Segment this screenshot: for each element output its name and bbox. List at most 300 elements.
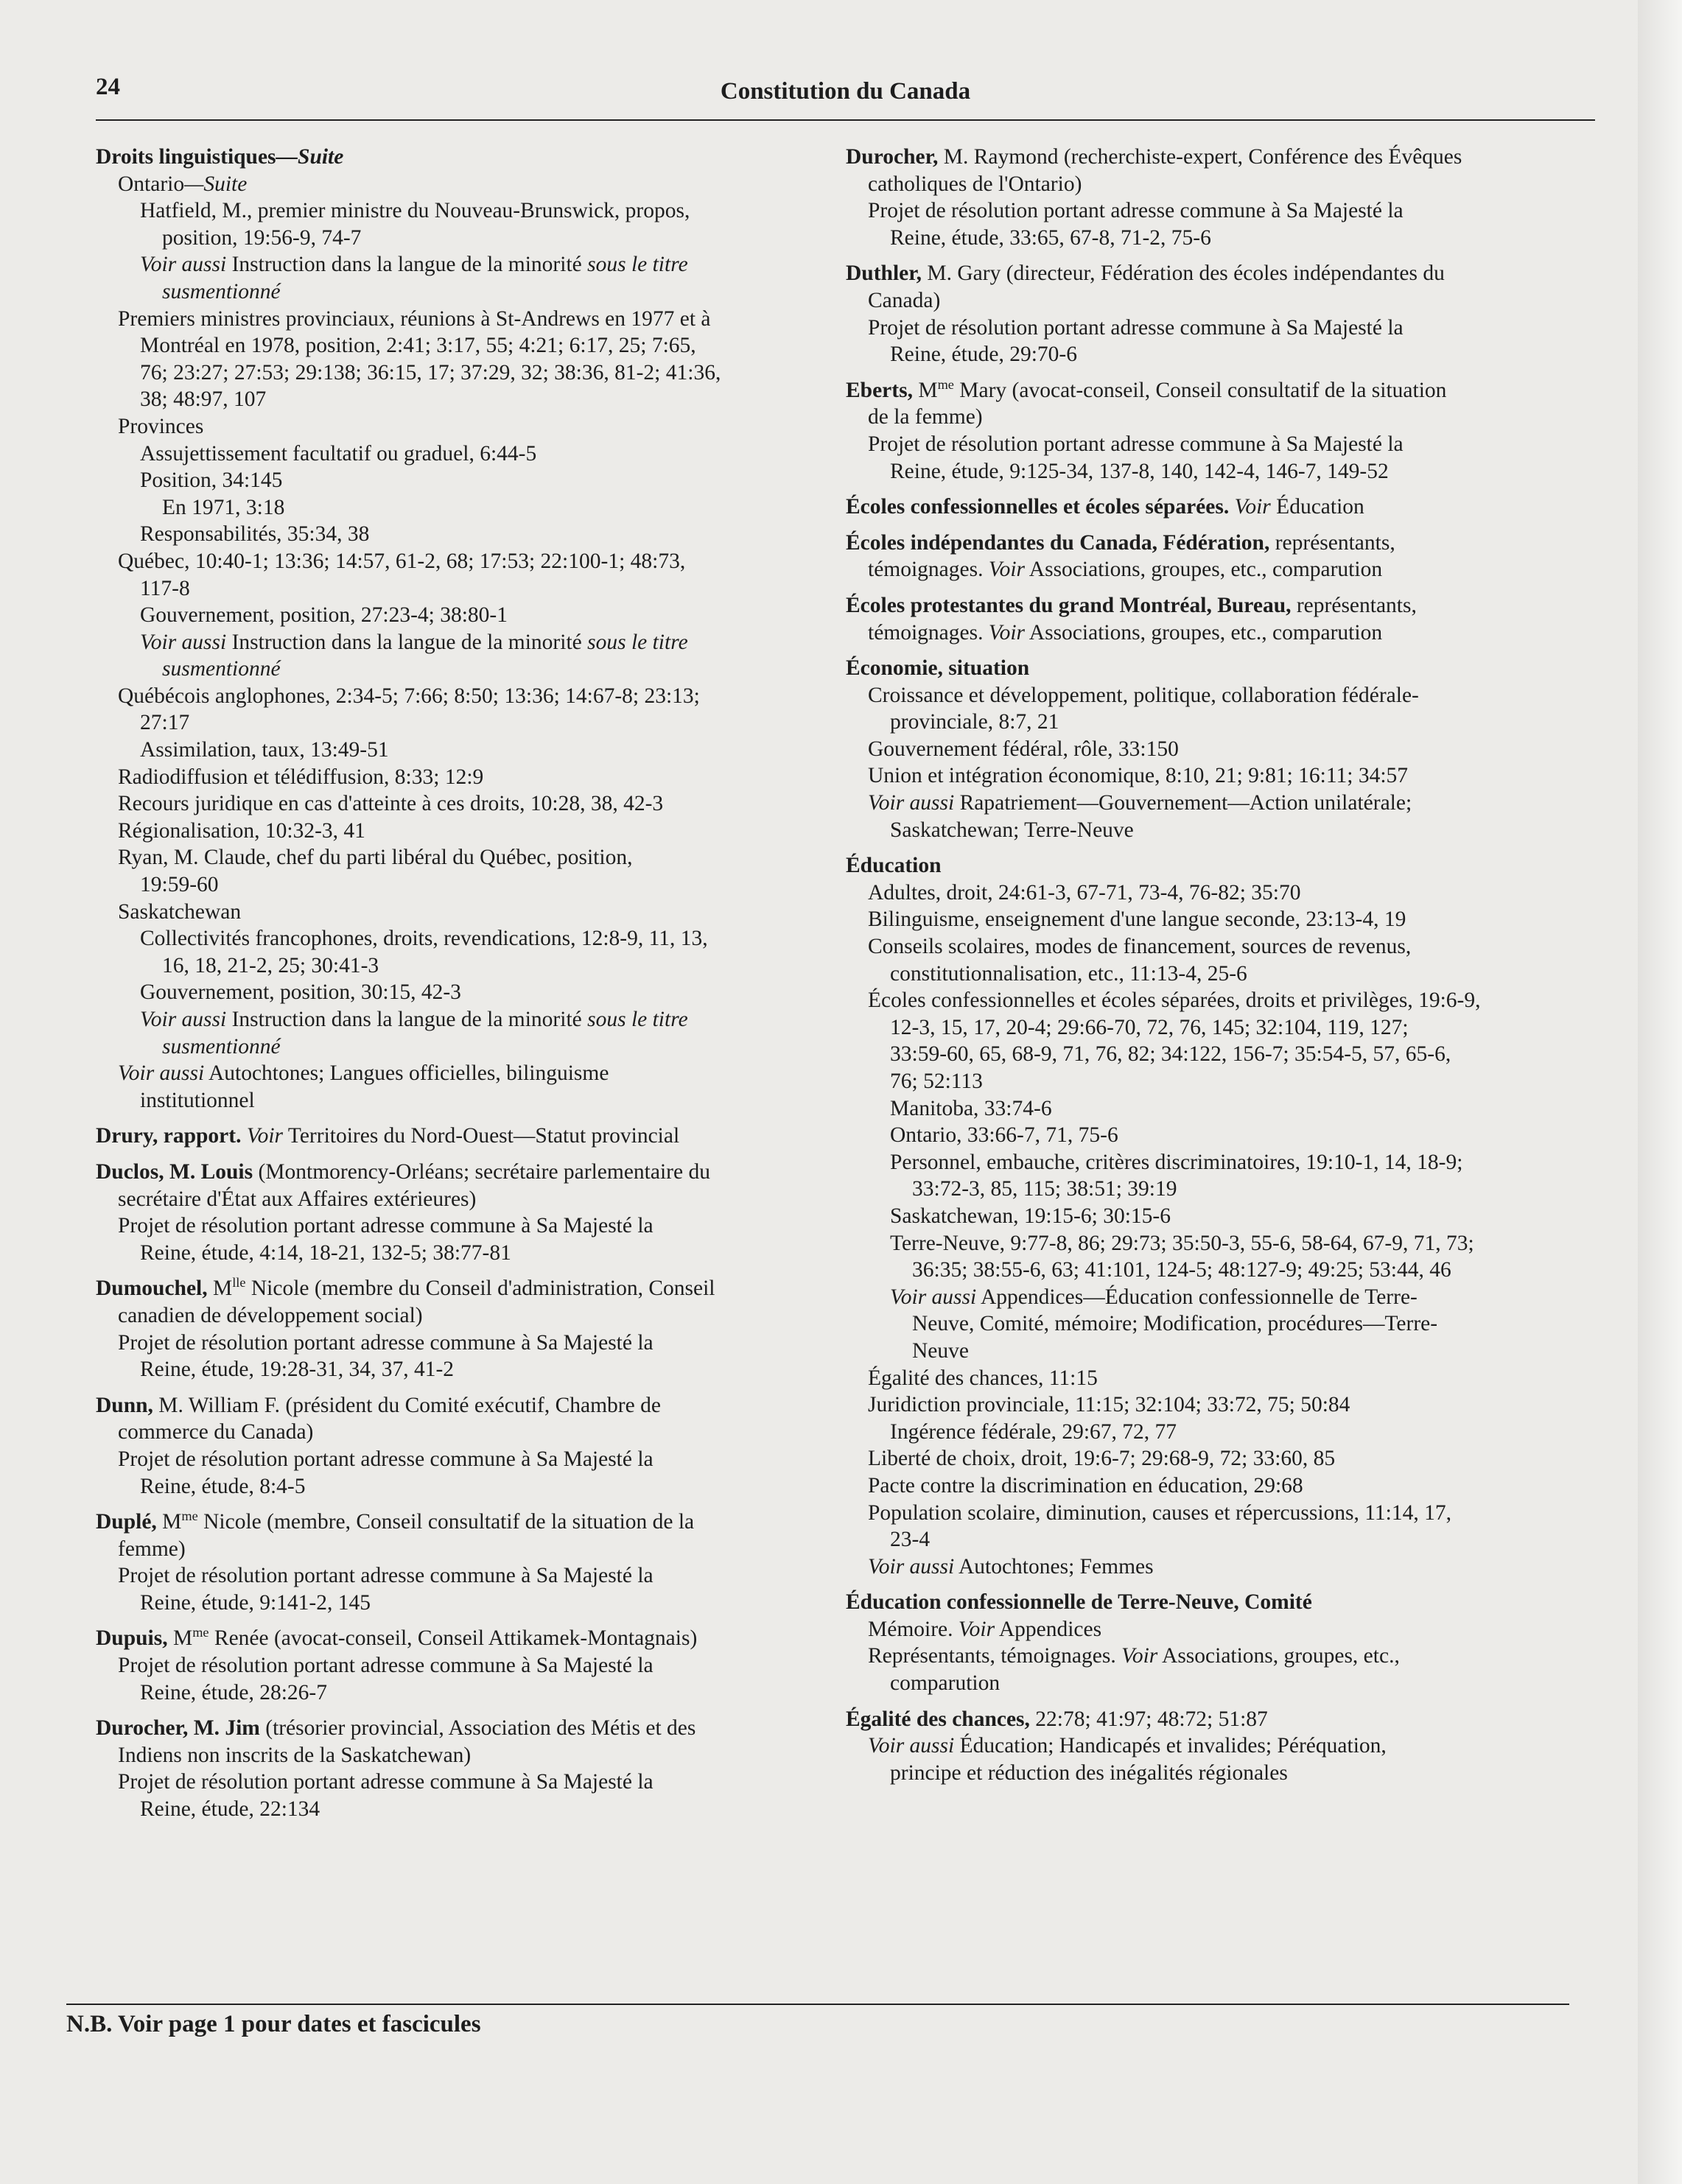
entry-text: [1229, 495, 1234, 519]
entry-text: Saskatchewan; Terre-Neuve: [890, 818, 1134, 842]
entry-text: Éducation; Handicapés et invalides; Péréquation,: [954, 1734, 1387, 1758]
entry-subline: [96, 709, 799, 737]
entry-text: principe et réduction des inégalités régionales: [890, 1760, 1288, 1785]
entry-subline: [96, 979, 799, 1006]
entry-text: Associations, groupes, etc., comparution: [1025, 620, 1383, 645]
page-edge-shadow: [1638, 0, 1682, 2184]
entry-text: M. William F. (président du Comité exécutif, Chambre de: [153, 1393, 661, 1417]
entry-heading-line: [846, 494, 1594, 521]
entry-text: Personnel, embauche, critères discriminatoires, 19:10-1, 14, 18-9;: [890, 1150, 1463, 1174]
entry-subline: [96, 359, 799, 387]
entry-text: 33:72-3, 85, 115; 38:51; 39:19: [912, 1177, 1177, 1201]
entry-subline: [846, 1041, 1594, 1068]
entry-subline: [846, 736, 1594, 763]
entry-text: Régionalisation, 10:32-3, 41: [118, 818, 365, 843]
footer-rule: [66, 2004, 1569, 2005]
cross-reference-label: susmentionné: [162, 1034, 281, 1058]
index-entry: [846, 530, 1594, 583]
entry-subline: [846, 1257, 1594, 1284]
entry-text: Instruction dans la langue de la minorité: [226, 1008, 588, 1031]
entry-subline: [846, 1068, 1594, 1095]
entry-subline: [96, 306, 799, 333]
entry-heading-line: [96, 1275, 799, 1302]
entry-subline: [96, 1060, 799, 1087]
cross-reference-label: Voir aussi: [890, 1285, 977, 1309]
left-column: [96, 144, 799, 1832]
entry-text: 76; 23:27; 27:53; 29:138; 36:15, 17; 37:29, 32; 38:36, 81-2; 41:36,: [140, 360, 721, 385]
entry-subline: [96, 575, 799, 603]
entry-text: 38; 48:97, 107: [140, 387, 267, 412]
entry-subline: [846, 1230, 1594, 1257]
entry-text: 27:17: [140, 711, 190, 735]
entry-text: secrétaire d'État aux Affaires extérieures): [118, 1187, 477, 1211]
entry-subline: [96, 1652, 799, 1679]
entry-term: Duthler,: [846, 261, 922, 286]
entry-subline: [96, 494, 799, 522]
entry-heading-line: [846, 1706, 1594, 1733]
entry-text: Responsabilités, 35:34, 38: [140, 522, 370, 547]
right-column: [846, 144, 1594, 1795]
entry-subline: [846, 790, 1594, 817]
entry-heading-line: [846, 592, 1594, 619]
entry-subline: [96, 629, 799, 656]
entry-text: Canada): [868, 288, 941, 312]
running-title: Constitution du Canada: [720, 78, 971, 105]
entry-text: commerce du Canada): [118, 1420, 314, 1444]
entry-text: —Suite: [276, 145, 344, 169]
entry-text: de la femme): [868, 405, 983, 429]
entry-text: me: [181, 1509, 198, 1524]
entry-text: canadien de développement social): [118, 1303, 423, 1327]
entry-text: comparution: [890, 1671, 1001, 1696]
entry-term: Dupuis,: [96, 1626, 168, 1651]
entry-text: Projet de résolution portant adresse commune à Sa Majesté la: [118, 1447, 653, 1471]
entry-subline: [846, 287, 1594, 315]
entry-text: femme): [118, 1537, 186, 1561]
entry-subline: [96, 1536, 799, 1563]
cross-reference-label: sous le titre: [587, 253, 688, 277]
entry-subline: [846, 341, 1594, 368]
entry-heading-line: [846, 1589, 1594, 1616]
index-entry: [96, 1159, 799, 1266]
entry-text: Liberté de choix, droit, 19:6-7; 29:68-9, 72; 33:60, 85: [868, 1447, 1336, 1471]
entry-text: (Montmorency-Orléans; secrétaire parlementaire du: [253, 1159, 710, 1184]
entry-text: M: [167, 1626, 193, 1651]
entry-text: me: [937, 376, 954, 392]
entry-subline: [846, 556, 1594, 583]
entry-text: Assujettissement facultatif ou graduel, 6:44-5: [140, 441, 537, 466]
entry-text: Neuve, Comité, mémoire; Modification, procédures—Terre-: [912, 1312, 1438, 1336]
entry-text: Ingérence fédérale, 29:67, 72, 77: [890, 1419, 1177, 1444]
entry-subline: [846, 1338, 1594, 1365]
entry-subline: [96, 467, 799, 494]
entry-subline: [96, 952, 799, 980]
entry-text: Reine, étude, 9:141-2, 145: [140, 1590, 371, 1615]
entry-subline: [96, 818, 799, 845]
entry-text: Projet de résolution portant adresse commune à Sa Majesté la: [118, 1654, 653, 1678]
entry-subline: [96, 1033, 799, 1061]
entry-text: Représentants, témoignages.: [868, 1644, 1122, 1668]
entry-text: Indiens non inscrits de la Saskatchewan): [118, 1743, 472, 1767]
footer-note: N.B. Voir page 1 pour dates et fascicules: [66, 2011, 481, 2037]
entry-heading-line: [96, 1123, 799, 1150]
entry-heading-line: [96, 144, 799, 171]
entry-subline: [846, 1760, 1594, 1787]
entry-subline: [846, 1310, 1594, 1338]
cross-reference-label: Voir aussi: [118, 1061, 205, 1086]
cross-reference-label: Voir aussi: [868, 1734, 955, 1758]
entry-text: lle: [232, 1275, 246, 1291]
index-entry: [846, 377, 1594, 485]
index-entry: [96, 1123, 799, 1150]
entry-subline: [96, 1006, 799, 1033]
entry-subline: [846, 961, 1594, 988]
cross-reference-label: Voir aussi: [140, 1008, 227, 1031]
entry-text: Conseils scolaires, modes de financement, sources de revenus,: [868, 935, 1412, 959]
entry-text: Reine, étude, 9:125-34, 137-8, 140, 142-4, 146-7, 149-52: [890, 459, 1389, 483]
entry-text: Territoires du Nord-Ouest—Statut provincial: [283, 1124, 680, 1148]
entry-subline: [846, 1203, 1594, 1230]
entry-text: 117-8: [140, 576, 190, 600]
entry-text: Provinces: [118, 414, 204, 438]
entry-subline: [96, 1562, 799, 1590]
entry-heading-line: [846, 852, 1594, 879]
entry-text: M. Raymond (recherchiste-expert, Conférence des Évêques: [938, 145, 1462, 169]
entry-text: Instruction dans la langue de la minorité: [226, 253, 588, 277]
entry-term: Dunn,: [96, 1393, 153, 1417]
entry-subline: [96, 1769, 799, 1796]
index-entry: [846, 655, 1594, 843]
entry-text: 16, 18, 21-2, 25; 30:41-3: [162, 953, 379, 977]
entry-text: Collectivités francophones, droits, revendications, 12:8-9, 11, 13,: [140, 927, 708, 951]
entry-subline: [96, 871, 799, 899]
entry-subline: [96, 656, 799, 683]
entry-heading-line: [846, 530, 1594, 557]
entry-text: Gouvernement, position, 27:23-4; 38:80-1: [140, 603, 508, 628]
entry-subline: [96, 1446, 799, 1473]
entry-text: témoignages.: [868, 558, 989, 582]
entry-subline: [846, 1122, 1594, 1149]
page-number: 24: [96, 74, 120, 100]
index-entry: [96, 144, 799, 1114]
entry-heading-line: [96, 1159, 799, 1186]
entry-subline: [846, 225, 1594, 252]
entry-subline: [846, 1176, 1594, 1203]
entry-text: Gouvernement fédéral, rôle, 33:150: [868, 737, 1179, 761]
entry-text: provinciale, 8:7, 21: [890, 710, 1059, 734]
entry-subline: [96, 899, 799, 926]
entry-text: Bilinguisme, enseignement d'une langue seconde, 23:13-4, 19: [868, 907, 1406, 932]
entry-text: Appendices: [995, 1617, 1102, 1641]
cross-reference-label: Voir: [988, 620, 1026, 645]
entry-subline: [846, 171, 1594, 198]
cross-reference-label: susmentionné: [162, 279, 281, 303]
index-entry: [96, 1625, 799, 1706]
entry-text: Reine, étude, 4:14, 18-21, 132-5; 38:77-81: [140, 1240, 511, 1265]
index-entry: [96, 1392, 799, 1500]
entry-text: Croissance et développement, politique, collaboration fédérale-: [868, 683, 1419, 707]
entry-text: Projet de résolution portant adresse commune à Sa Majesté la: [868, 432, 1404, 456]
entry-text: Renée (avocat-conseil, Conseil Attikamek-Montagnais): [209, 1626, 698, 1651]
entry-term: Droits linguistiques: [96, 145, 276, 169]
entry-text: Saskatchewan: [118, 899, 242, 924]
entry-subline: [846, 1616, 1594, 1643]
entry-subline: [96, 790, 799, 818]
entry-text: Reine, étude, 19:28-31, 34, 37, 41-2: [140, 1358, 455, 1382]
entry-subline: [846, 906, 1594, 933]
entry-subline: [96, 1240, 799, 1267]
entry-text: Radiodiffusion et télédiffusion, 8:33; 12:9: [118, 765, 484, 789]
entry-text: Ontario: [118, 172, 185, 196]
entry-text: Ontario, 33:66-7, 71, 75-6: [890, 1123, 1118, 1148]
entry-heading-line: [846, 144, 1594, 171]
entry-subline: [96, 1590, 799, 1617]
entry-text: Montréal en 1978, position, 2:41; 3:17, 55; 4:21; 6:17, 25; 7:65,: [140, 334, 696, 358]
entry-text: [241, 1124, 246, 1148]
entry-text: (trésorier provincial, Association des Métis et des: [259, 1716, 696, 1741]
entry-text: Projet de résolution portant adresse commune à Sa Majesté la: [118, 1214, 653, 1238]
index-entry: [846, 1706, 1594, 1787]
entry-subline: [846, 1419, 1594, 1446]
entry-text: En 1971, 3:18: [162, 495, 285, 519]
entry-text: Reine, étude, 28:26-7: [140, 1680, 327, 1704]
cross-reference-label: —Suite: [184, 172, 248, 196]
entry-term: Économie, situation: [846, 656, 1030, 681]
entry-heading-line: [96, 1625, 799, 1652]
entry-text: 76; 52:113: [890, 1070, 983, 1093]
entry-text: Éducation: [1270, 495, 1364, 519]
entry-text: Ryan, M. Claude, chef du parti libéral du Québec, position,: [118, 846, 633, 870]
cross-reference-label: Voir aussi: [868, 791, 955, 815]
entry-subline: [96, 683, 799, 710]
entry-text: M: [207, 1277, 233, 1301]
entry-subline: [846, 987, 1594, 1014]
entry-subline: [846, 1670, 1594, 1697]
entry-text: Reine, étude, 33:65, 67-8, 71-2, 75-6: [890, 225, 1211, 250]
entry-subline: [846, 709, 1594, 736]
entry-subline: [96, 197, 799, 225]
entry-text: Associations, groupes, etc.,: [1157, 1644, 1400, 1668]
entry-text: 23-4: [890, 1528, 931, 1552]
entry-subline: [96, 1679, 799, 1707]
cross-reference-label: Voir aussi: [140, 253, 227, 277]
entry-subline: [846, 1095, 1594, 1123]
page-header: [96, 74, 1595, 121]
entry-heading-line: [96, 1392, 799, 1419]
entry-subline: [846, 762, 1594, 790]
entry-text: Égalité des chances, 11:15: [868, 1366, 1098, 1390]
index-entry: [846, 144, 1594, 251]
index-entry: [96, 1509, 799, 1616]
entry-heading-line: [846, 260, 1594, 287]
entry-subline: [846, 1472, 1594, 1500]
entry-subline: [96, 278, 799, 306]
entry-text: Union et intégration économique, 8:10, 21; 9:81; 16:11; 34:57: [868, 764, 1409, 788]
entry-subline: [846, 1014, 1594, 1042]
entry-text: Projet de résolution portant adresse commune à Sa Majesté la: [118, 1770, 653, 1794]
cross-reference-label: Voir: [958, 1617, 995, 1641]
entry-heading-line: [846, 655, 1594, 682]
entry-subline: [96, 440, 799, 468]
entry-text: Premiers ministres provinciaux, réunions à St-Andrews en 1977 et à: [118, 306, 711, 331]
entry-text: 33:59-60, 65, 68-9, 71, 76, 82; 34:122, 156-7; 35:54-5, 57, 65-6,: [890, 1042, 1451, 1067]
entry-text: Manitoba, 33:74-6: [890, 1096, 1052, 1120]
entry-subline: [846, 1526, 1594, 1553]
entry-term: Durocher,: [846, 145, 939, 169]
entry-text: Appendices—Éducation confessionnelle de Terre-: [976, 1285, 1418, 1309]
entry-text: Juridiction provinciale, 11:15; 32:104; 33:72, 75; 50:84: [868, 1393, 1350, 1417]
entry-heading-line: [96, 1509, 799, 1536]
entry-subline: [846, 1149, 1594, 1176]
entry-text: Pacte contre la discrimination en éducation, 29:68: [868, 1473, 1303, 1497]
entry-text: Autochtones; Femmes: [954, 1554, 1154, 1579]
entry-subline: [96, 844, 799, 871]
entry-subline: [96, 1356, 799, 1383]
entry-term: Écoles confessionnelles et écoles séparées.: [846, 495, 1230, 519]
entry-text: Reine, étude, 22:134: [140, 1797, 320, 1822]
entry-text: Rapatriement—Gouvernement—Action unilatérale;: [954, 791, 1412, 815]
entry-text: Nicole (membre du Conseil d'administration, Conseil: [245, 1277, 715, 1301]
entry-term: Égalité des chances,: [846, 1707, 1030, 1731]
entry-subline: [96, 225, 799, 252]
entry-subline: [96, 251, 799, 278]
entry-term: Éducation: [846, 854, 942, 878]
entry-subline: [846, 1445, 1594, 1472]
index-entry: [846, 852, 1594, 1580]
entry-subline: [96, 1087, 799, 1114]
entry-text: catholiques de l'Ontario): [868, 172, 1082, 196]
entry-subline: [846, 1365, 1594, 1392]
entry-subline: [846, 619, 1594, 647]
entry-subline: [96, 171, 799, 198]
entry-text: Neuve: [912, 1338, 969, 1363]
index-entry: [846, 1589, 1594, 1696]
cross-reference-label: Voir aussi: [868, 1554, 955, 1579]
entry-subline: [96, 1419, 799, 1446]
entry-text: me: [192, 1625, 209, 1640]
entry-text: Hatfield, M., premier ministre du Nouveau-Brunswick, propos,: [140, 199, 690, 223]
entry-subline: [846, 682, 1594, 709]
entry-text: position, 19:56-9, 74-7: [162, 225, 362, 250]
entry-subline: [96, 332, 799, 359]
entry-text: 19:59-60: [140, 873, 219, 897]
entry-text: Associations, groupes, etc., comparution: [1025, 558, 1383, 582]
entry-subline: [846, 431, 1594, 458]
entry-subline: [846, 315, 1594, 342]
entry-text: Population scolaire, diminution, causes et répercussions, 11:14, 17,: [868, 1500, 1451, 1525]
entry-text: M. Gary (directeur, Fédération des écoles indépendantes du: [922, 261, 1445, 286]
entry-subline: [96, 1796, 799, 1823]
entry-text: 12-3, 15, 17, 20-4; 29:66-70, 72, 76, 145; 32:104, 119, 127;: [890, 1015, 1409, 1039]
entry-subline: [96, 1186, 799, 1213]
entry-text: représentants,: [1269, 530, 1395, 555]
entry-subline: [96, 737, 799, 764]
entry-subline: [96, 1742, 799, 1769]
entry-term: Eberts,: [846, 378, 913, 402]
entry-subline: [96, 1330, 799, 1357]
entry-subline: [96, 548, 799, 575]
entry-text: Mémoire.: [868, 1617, 959, 1641]
entry-term: Écoles indépendantes du Canada, Fédération,: [846, 530, 1270, 555]
entry-subline: [846, 458, 1594, 485]
index-entry: [846, 260, 1594, 368]
entry-subline: [96, 602, 799, 629]
entry-subline: [846, 1284, 1594, 1311]
index-entry: [96, 1715, 799, 1822]
entry-text: Gouvernement, position, 30:15, 42-3: [140, 980, 461, 1005]
entry-subline: [846, 933, 1594, 961]
entry-subline: [96, 413, 799, 440]
entry-term: Duclos, M. Louis: [96, 1159, 253, 1184]
entry-subline: [846, 1553, 1594, 1581]
entry-text: Autochtones; Langues officielles, bilinguisme: [204, 1061, 609, 1086]
index-entry: [96, 1275, 799, 1383]
entry-subline: [96, 521, 799, 548]
entry-subline: [846, 817, 1594, 844]
entry-heading-line: [846, 377, 1594, 404]
entry-subline: [96, 1212, 799, 1240]
entry-text: 22:78; 41:97; 48:72; 51:87: [1029, 1707, 1268, 1731]
entry-subline: [96, 764, 799, 791]
entry-heading-line: [96, 1715, 799, 1742]
entry-term: Durocher, M. Jim: [96, 1716, 260, 1741]
cross-reference-label: sous le titre: [587, 1008, 688, 1031]
cross-reference-label: Voir: [246, 1124, 284, 1148]
entry-term: Écoles protestantes du grand Montréal, Bureau,: [846, 593, 1292, 617]
entry-text: Assimilation, taux, 13:49-51: [140, 738, 389, 762]
entry-text: Projet de résolution portant adresse commune à Sa Majesté la: [868, 315, 1404, 340]
entry-text: Projet de résolution portant adresse commune à Sa Majesté la: [118, 1330, 653, 1355]
entry-text: Nicole (membre, Conseil consultatif de la situation de la: [197, 1510, 695, 1534]
entry-text: Reine, étude, 8:4-5: [140, 1474, 306, 1498]
entry-subline: [96, 1302, 799, 1330]
index-entry: [846, 592, 1594, 646]
entry-text: Québécois anglophones, 2:34-5; 7:66; 8:50; 13:36; 14:67-8; 23:13;: [118, 684, 700, 708]
cross-reference-label: sous le titre: [587, 630, 688, 654]
entry-term: Drury, rapport.: [96, 1124, 242, 1148]
cross-reference-label: Voir: [1234, 495, 1271, 519]
entry-text: 36:35; 38:55-6, 63; 41:101, 124-5; 48:127-9; 49:25; 53:44, 46: [912, 1258, 1451, 1282]
entry-subline: [96, 1473, 799, 1500]
entry-subline: [96, 386, 799, 413]
entry-subline: [96, 925, 799, 952]
entry-subline: [846, 879, 1594, 907]
entry-text: Saskatchewan, 19:15-6; 30:15-6: [890, 1204, 1171, 1228]
entry-subline: [846, 1643, 1594, 1670]
entry-subline: [846, 1391, 1594, 1419]
entry-subline: [846, 1500, 1594, 1527]
entry-text: Québec, 10:40-1; 13:36; 14:57, 61-2, 68; 17:53; 22:100-1; 48:73,: [118, 549, 686, 573]
cross-reference-label: Voir: [1121, 1644, 1158, 1668]
entry-text: M: [156, 1510, 182, 1534]
entry-text: Écoles confessionnelles et écoles séparées, droits et privilèges, 19:6-9,: [868, 989, 1481, 1013]
entry-text: Adultes, droit, 24:61-3, 67-71, 73-4, 76-82; 35:70: [868, 880, 1301, 905]
entry-text: Recours juridique en cas d'atteinte à ces droits, 10:28, 38, 42-3: [118, 792, 664, 816]
entry-text: représentants,: [1291, 593, 1417, 617]
entry-text: Instruction dans la langue de la minorité: [226, 630, 588, 654]
entry-text: Terre-Neuve, 9:77-8, 86; 29:73; 35:50-3, 55-6, 58-64, 67-9, 71, 73;: [890, 1231, 1474, 1255]
entry-term: Éducation confessionnelle de Terre-Neuve, Comité: [846, 1590, 1312, 1615]
entry-subline: [846, 197, 1594, 225]
cross-reference-label: Voir: [988, 558, 1026, 582]
entry-text: constitutionnalisation, etc., 11:13-4, 25-6: [890, 961, 1247, 986]
entry-text: M: [912, 378, 938, 402]
index-entry: [846, 494, 1594, 521]
entry-subline: [846, 1732, 1594, 1760]
entry-text: Reine, étude, 29:70-6: [890, 343, 1077, 367]
entry-term: Duplé,: [96, 1510, 157, 1534]
entry-text: institutionnel: [140, 1088, 255, 1112]
